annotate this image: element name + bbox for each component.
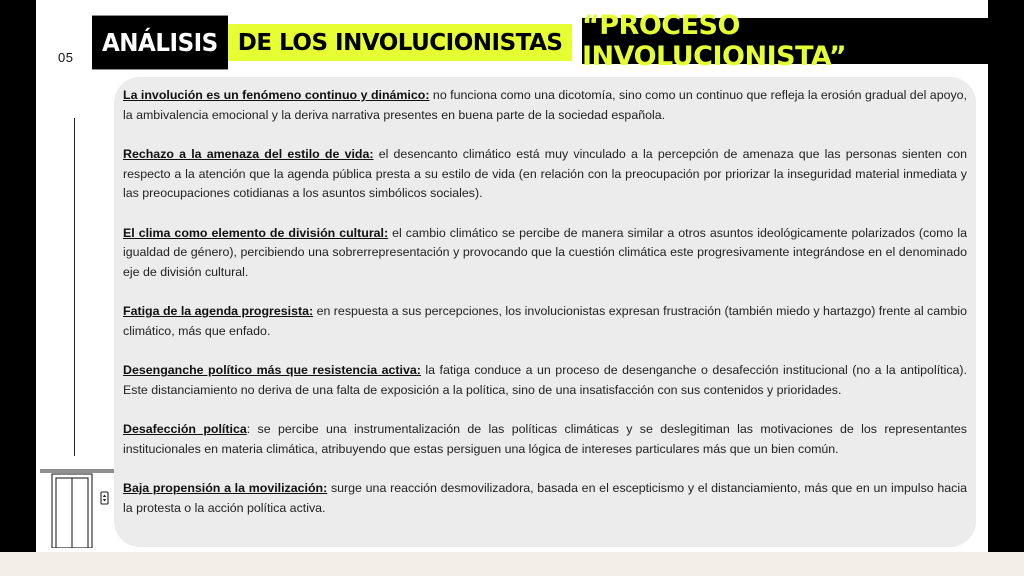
vertical-divider <box>74 118 75 456</box>
section-text: el cambio climático se percibe de manera similar a otros asuntos ideológicamente polarizados (como la igualdad de género), percibiendo una sobrerrepresentación y provocando que la cuestión climática este progresivamente integrándose en el denominado eje de división cultural. <box>123 225 967 279</box>
section-term: Baja propensión a la movilización: <box>123 481 328 495</box>
section-title <box>92 18 572 67</box>
page-number: 05 <box>58 50 74 65</box>
section-term: Rechazo a la amenaza del estilo de vida: <box>123 147 374 161</box>
section-paragraph <box>123 145 967 204</box>
title-part1: ANÁLISIS <box>92 16 228 70</box>
elevator-icon <box>38 464 118 548</box>
bottom-band <box>0 552 1024 576</box>
section-term: La involución es un fenómeno continuo y dinámico: <box>123 88 430 102</box>
section-paragraph <box>123 420 967 459</box>
quote-title: “PROCESO INVOLUCIONISTA” <box>582 18 988 64</box>
section-term: Desenganche político más que resistencia activa: <box>123 363 421 377</box>
section-paragraph <box>123 302 967 341</box>
title-part2: DE LOS INVOLUCIONISTAS <box>228 24 573 61</box>
section-paragraph <box>123 86 967 125</box>
section-text: la fatiga conduce a un proceso de desenganche o desafección institucional (no a la antipolítica). Este distanciamiento no deriva de una falta de exposición a la política, sino de una insatisfacción con sus contenidos y prioridades. <box>123 363 967 397</box>
section-term: El clima como elemento de división cultural: <box>123 225 389 240</box>
section-text: surge una reacción desmovilizadora, basada en el escepticismo y el distanciamiento, más que en un impulso hacia la protesta o la acción política activa. <box>123 481 967 515</box>
section-text: : se percibe una instrumentalización de las políticas climáticas y se deslegitiman las motivaciones de los representantes institucionales en materia climática, atribuyendo que estas persiguen una lógica de intereses particulares más que un bien común. <box>123 422 967 456</box>
section-text: el desencanto climático está muy vinculado a la percepción de amenaza que las personas sienten con respecto a la atención que la agenda pública presta a su estilo de vida (en relación con la preocupación por priorizar la inseguridad material inmediata y las preocupaciones cotidianas a los asuntos simbólicos sociales). <box>123 147 967 200</box>
section-text: en respuesta a sus percepciones, los involucionistas expresan frustración (también miedo y hartazgo) frente al cambio climático, más que enfado. <box>123 304 967 338</box>
section-paragraph <box>123 361 967 400</box>
content-card <box>114 77 976 547</box>
section-term: Fatiga de la agenda progresista: <box>123 304 314 318</box>
section-text: no funciona como una dicotomía, sino como un continuo que refleja la erosión gradual del apoyo, la ambivalencia emocional y la deriva narrativa presentes en buena parte de la sociedad española. <box>123 88 968 122</box>
section-paragraph <box>123 224 967 283</box>
section-term: Desafección política <box>123 422 247 436</box>
section-paragraph <box>123 479 967 518</box>
